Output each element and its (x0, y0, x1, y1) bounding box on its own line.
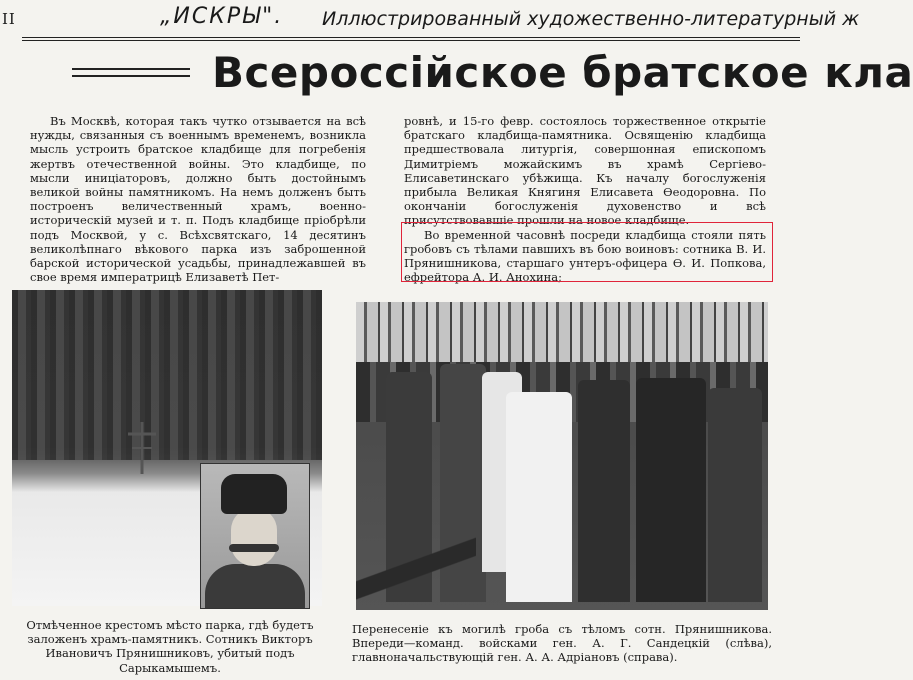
left-photo-caption: Отмѣченное крестомъ мѣсто парка, гдѣ будетъ заложенъ храмъ-памятникъ. Сотникъ Викторъ Ивановичъ Прянишниковъ, убитый подъ Сарыкамышемъ. (26, 618, 314, 675)
portrait-uniform (205, 564, 305, 608)
right-column-highlighted-text: Во временной часовнѣ посреди кладбища стояли пять гробовъ съ тѣлами павшихъ въ бою воиновъ: сотника В. И. Прянишникова, старшаго унтеръ-офицера Ѳ. И. Попкова, ефрейтора А. И. Анохина; (404, 227, 766, 285)
coffin-plank (356, 532, 476, 610)
page-header (0, 0, 860, 36)
dark-coat-figure (636, 378, 706, 602)
magazine-subtitle: Иллюстрированный художественно-литературный ж (322, 8, 860, 30)
left-column-text: Въ Москвѣ, которая такъ чутко отзывается на всѣ нужды, связанныя съ военнымъ временемъ, возникла мысль устроить братское кладбище для погребенія жертвъ отечественной войны. Это кладбище, по мысли иниціаторовъ, должно быть достойнымъ великой войны памятникомъ. На немъ долженъ быть построенъ величественный храмъ, военно-историческій музей и т. п. Подъ кладбище пріобрѣли подъ Москвой, у с. Всѣхсвятскаго, 14 десятинъ великолѣпнаго вѣкового парка изъ заброшенной барской исторической усадьбы, принадлежавшей въ свое время императрицѣ Елизаветѣ Пет- (30, 114, 366, 285)
title-ornament-lines (72, 68, 190, 82)
right-officer-figure (708, 388, 762, 602)
portrait-face (231, 508, 277, 566)
priest-figure (506, 392, 572, 602)
article-title: Всероссійское братское кла (212, 48, 913, 97)
portrait-papakha-hat (221, 474, 287, 514)
funeral-procession-photo (356, 302, 768, 610)
portrait-mustache (229, 544, 279, 552)
red-highlight-box (401, 222, 773, 282)
right-photo-caption: Перенесеніе къ могилѣ гроба съ тѣломъ сотн. Прянишникова. Впереди—команд. войсками ген. А. Г. Сандецкій (слѣва), главноначальствующій ген. А. А. Адріановъ (справа). (352, 622, 772, 665)
soldier-figure (578, 380, 630, 602)
page-number: ІІ (2, 10, 16, 28)
cross-icon (112, 418, 172, 478)
header-rule-second (22, 40, 800, 41)
magazine-name: „ИСКРЫ". (160, 4, 284, 29)
article-left-column (30, 114, 366, 284)
right-column-text: ровнѣ, и 15-го февр. состоялось торжественное открытіе братскаго кладбища-памятника. Освященію кладбища предшествовала литургія, совершонная епископомъ Димитріемъ можайскимъ въ храмѣ Сергіево-Елисаветинскаго убѣжища. Къ началу богослуженія прибыла Великая Княгиня Елисавета Ѳеодоровна. По окончаніи богослуженія духовенство и всѣ присутствовавшіе прошли на новое кладбище. (404, 114, 766, 228)
header-rule (22, 37, 800, 38)
portrait-photo (200, 463, 310, 609)
